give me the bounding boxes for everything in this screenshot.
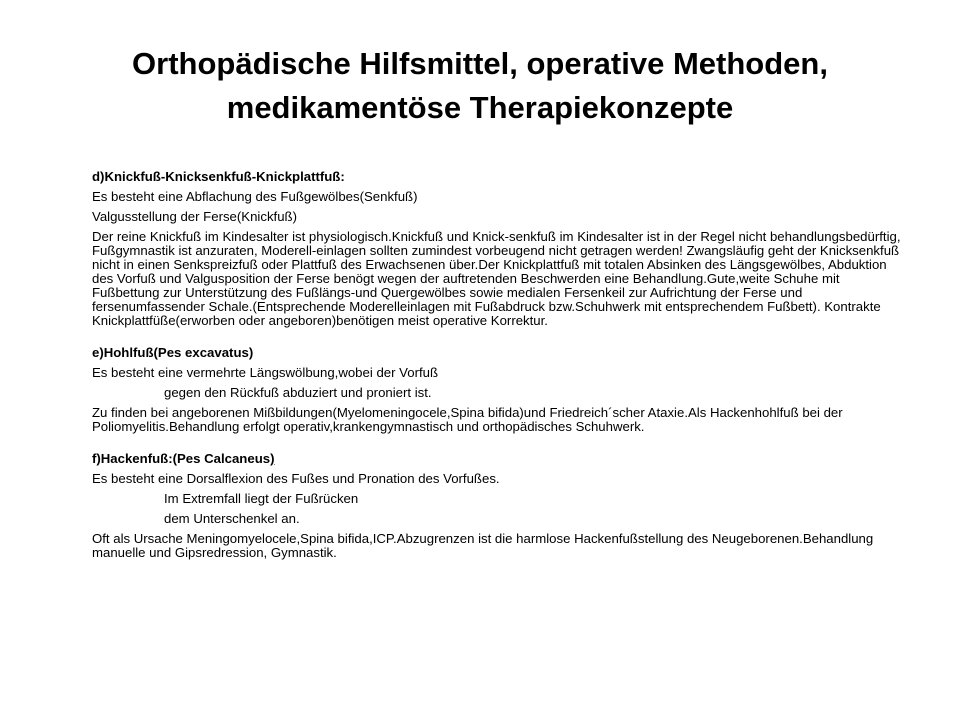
section-knickfuss — [92, 170, 902, 328]
section-heading-hohlfuss: e)Hohlfuß(Pes excavatus) — [92, 345, 254, 360]
section-line-indented: dem Unterschenkel an. — [164, 511, 300, 526]
section-paragraph: Oft als Ursache Meningomyelocele,Spina bifida,ICP.Abzugrenzen ist die harmlose Hackenfußstellung des Neugeborenen.Behandlung manuelle und Gipsredression, Gymnastik. — [92, 531, 874, 560]
section-hackenfuss — [92, 452, 902, 560]
slide-title-line-1: Orthopädische Hilfsmittel, operative Methoden, — [132, 46, 828, 81]
slide-title-line-2: medikamentöse Therapiekonzepte — [226, 90, 734, 125]
section-heading-hackenfuss — [92, 452, 902, 466]
section-paragraph: Der reine Knickfuß im Kindesalter ist physiologisch.Knickfuß und Knick-senkfuß im Kindesalter ist in der Regel nicht behandlungsbedürftig, Fußgymnastik ist anzuraten, Moderell-einlagen sollten zumindest vorbeugend nicht getragen werden! Zwangsläufig geht der Knicksenkfuß nicht in einen Senkspreizfuß oder Plattfuß des Erwachsenen über.Der Knickplattfuß mit totalen Absinken des Längsgewölbes, Abduktion des Vorfuß und Valgusposition der Ferse benögt wegen der auftretenden Beschwerden eine Behandlung.Gute,weite Schuhe mit Fußbettung zur Unterstützung des Fußlängs-und Quergewölbes sowie medialen Fersenkeil zur Aufrichtung der Ferse und fersenumfassender Schale.(Entsprechende Moderelleinlagen mit Fußabdruck bzw.Schuhwerk mit entsprechendem Fußbett). Kontrakte Knickplattfüße(erworben oder angeboren)benötigen meist operative Korrektur. — [92, 229, 901, 328]
section-heading-knickfuss: d)Knickfuß-Knicksenkfuß-Knickplattfuß: — [92, 169, 345, 184]
section-paragraph: Zu finden bei angeborenen Mißbildungen(Myelomeningocele,Spina bifida)und Friedreich´scher Ataxie.Als Hackenhohlfuß bei der Poliomyelitis.Behandlung erfolgt operativ,krankengymnastisch und orthopädisches Schuhwerk. — [92, 405, 843, 434]
section-line-indented: Im Extremfall liegt der Fußrücken — [164, 491, 359, 506]
section-line: Valgusstellung der Ferse(Knickfuß) — [92, 209, 297, 224]
section-line: Es besteht eine Dorsalflexion des Fußes und Pronation des Vorfußes. — [92, 471, 500, 486]
section-hohlfuss — [92, 346, 902, 434]
slide-content — [92, 170, 902, 566]
section-heading-hackenfuss-suffix: ) — [270, 451, 275, 466]
section-line-indented: gegen den Rückfuß abduziert und proniert ist. — [164, 385, 432, 400]
section-line: Es besteht eine Abflachung des Fußgewölbes(Senkfuß) — [92, 189, 418, 204]
slide-title — [40, 42, 920, 130]
section-line: Es besteht eine vermehrte Längswölbung,wobei der Vorfuß — [92, 365, 439, 380]
section-heading-hackenfuss-text: f)Hackenfuß:(Pes Calcaneus — [92, 451, 271, 466]
